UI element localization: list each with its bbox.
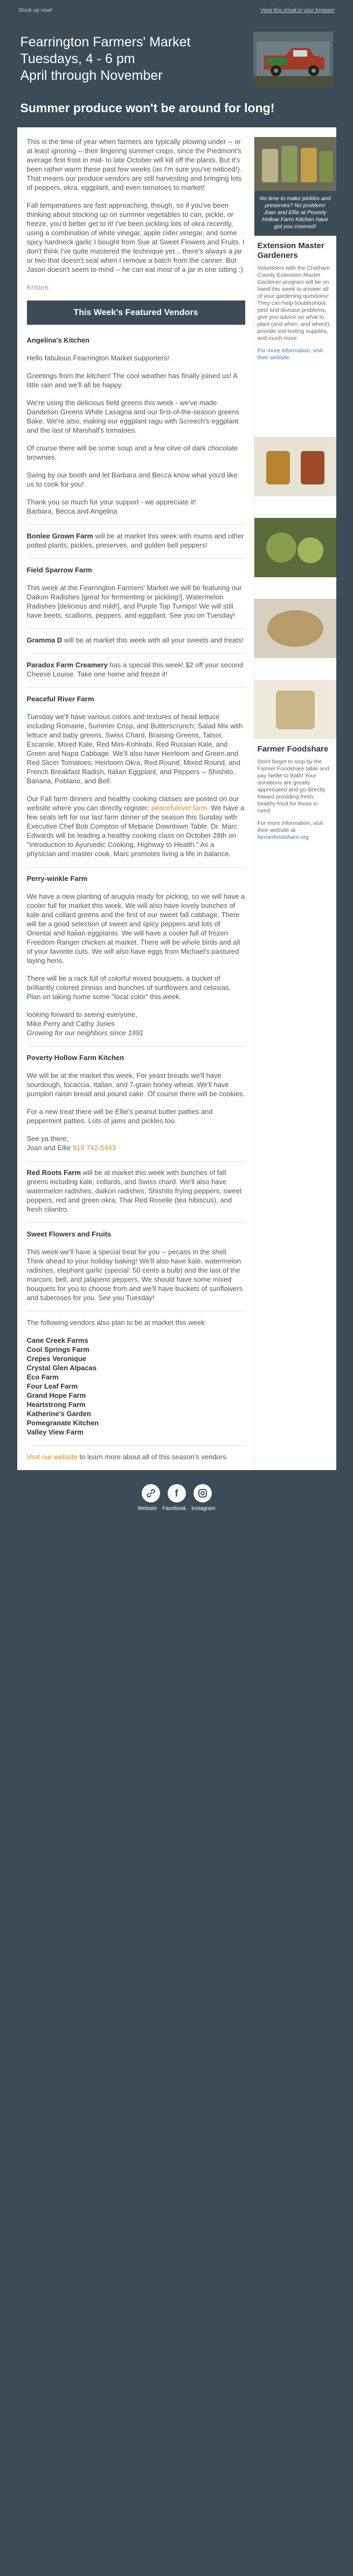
vendor-paragraph: Greetings from the kitchen! The cool weather has finally joined us! A little rain and we'll all be happy. <box>26 372 238 389</box>
vendor-paragraph <box>27 794 245 858</box>
vendor-text: . We have a few seats left for our last farm dinner of the season this Sunday with Executive Chef Bob Compton of Mebane Downtown Table. Dr. Marc Edwards will be leading a healthy cooking class on October 28th on "Introduction to Ayurvedic Cooking, Highway to Health." As a physician and master cook, Marc promotes living a life in balance. <box>26 804 245 858</box>
vendor-paragraph: We will be at the market this week. For yeast breads we'll have sourdough, focaccia, Italian, and 7-grain honey wheat. We'll have pumpkin raisin bread and pound cake. Of course there will be cookies. <box>26 1071 245 1098</box>
closing-paragraph <box>27 1452 245 1461</box>
title-line-2: Tuesdays, 4 - 6 pm <box>20 51 135 66</box>
main-column <box>17 127 254 1470</box>
email-body <box>17 17 336 1522</box>
vendor-paragraph <box>27 1010 245 1037</box>
vendor-name: Paradox Farm Creamery <box>26 661 108 669</box>
vendor-section <box>27 524 245 550</box>
list-item: Eco Farm <box>26 1373 59 1381</box>
preheader-text: Stock up now! <box>18 8 52 13</box>
view-in-browser-link[interactable]: View this email in your browser <box>260 8 335 13</box>
pickles-photo <box>254 137 336 191</box>
vendor-title: Angelina's Kitchen <box>26 336 89 344</box>
vendor-paragraph <box>27 636 245 645</box>
footer-link-website[interactable]: Website <box>137 1506 157 1512</box>
vendor-section <box>27 558 245 620</box>
facebook-icon[interactable]: f <box>168 1484 186 1502</box>
extension-title: Extension Master Gardeners <box>257 241 324 260</box>
vendor-text: Mike Perry and Cathy Jones <box>26 1020 115 1028</box>
social-icons <box>17 1484 336 1502</box>
list-item: Grand Hope Farm <box>26 1391 86 1399</box>
vendor-section <box>27 867 245 1037</box>
foodshare-text: Don't forget to stop by the Farmer Foodshare table and pay Nellie to Bath! Your donations are greatly appreciated and go directly toward providing fresh, healthy food for those in need. <box>257 759 329 814</box>
vendor-text: See ya there, <box>26 1135 68 1143</box>
vendor-paragraph: This week we'll have a special treat for you -- pecans in the shell. Think ahead to your holiday baking! We'll also have kale, watermelon radishes, elephant garlic (special: 50 cents a bulb) and the last of the marconi, bell, and jalapeno peppers. We should have some mixed bouquets for you to choose from and we'll have buckets of sunflowers and tuberoses for you. See you Tuesday! <box>26 1248 243 1302</box>
phone-link[interactable]: 919 742-5443 <box>72 1144 116 1152</box>
list-item: Four Leaf Farm <box>26 1382 78 1390</box>
vendor-name: Gramma D <box>26 636 63 644</box>
truck-logo-image <box>253 32 333 88</box>
footer-link-instagram[interactable]: Instagram <box>191 1506 216 1512</box>
list-item: Crystal Glen Alpacas <box>26 1364 97 1372</box>
header <box>17 17 336 91</box>
intro-paragraph: Fall temperatures are fast approaching, though, so if you've been thinking about stocking up on summer vegetables to can, pickle, or freeze, you'd better get to it! I've been pickling lots of okra recently, using a combination of white vinegar, apple cider vinegar, and some spicy hardneck garlic I bought from Sue at Sweet Flowers and Fruits. I don't think I've quite mastered the technique yet... there's always a jar or two that doesn't seal when I remove a batch from the canner. But Jason doesn't seem to mind -- he can eat most of a jar in one sitting :) <box>26 201 245 274</box>
vendor-paragraph: We're using the delicious field greens this week - we've made Dandelion Greens White Lasagna and our first-of-the-season greens Bake. We're also, making our eggplant ragu with Screech's eggplant and the last of Marshall's tomatoes. <box>26 399 240 434</box>
content-columns <box>17 127 336 1470</box>
vendor-section <box>27 1161 245 1214</box>
website-link-icon[interactable] <box>142 1484 160 1502</box>
vendor-paragraph <box>27 497 245 516</box>
vendor-text: looking forward to seeing everyone, <box>26 1010 137 1019</box>
vendor-section <box>27 628 245 645</box>
vendor-text: will be at market this week with all your sweets and treats! <box>62 636 244 644</box>
foodshare-more-text: For more information, visit their website at <box>257 820 323 833</box>
banner-headline: Summer produce won't be around for long! <box>17 91 336 127</box>
vendor-section <box>27 1222 245 1302</box>
pickles-promo-card: No time to make pickles and preserves? No problem! Joan and Ellie at Poverty Hollow Farm Kitchen have got you covered! <box>254 191 336 236</box>
extension-text: Volunteers with the Chatham County Extension Master Gardener program will be on hand this week to answer all of your gardening questions! They can help troubleshoot pest and disease problems, give you advice on what to plant (and when, and where), provide soil testing supplies, and much more. <box>257 265 331 341</box>
vendor-paragraph <box>27 660 245 679</box>
vendor-tagline: Growing for our neighbors since 1991 <box>26 1029 144 1037</box>
list-item: Katherine's Garden <box>26 1410 91 1418</box>
vendor-text: will be at market this week with bunches of fall greens including kale, collards, and Swiss chard. We'll also have watermelon radishes, daikon radishes, Shishito frying peppers, sweet peppers, red and green okra, Thai Red Roselle (tea hibiscus), and fresh cilantro. <box>26 1169 242 1213</box>
vendor-title: Poverty Hollow Farm Kitchen <box>26 1054 124 1062</box>
vendor-title: Field Sparrow Farm <box>26 566 92 574</box>
signature: Kristen <box>26 283 49 291</box>
extension-link[interactable]: For more information, visit their website. <box>257 347 323 361</box>
list-item: Cool Springs Farm <box>26 1345 89 1354</box>
vendor-paragraph: Swing by our booth and let Barbara and Becca know what you'd like us to cook for you! <box>26 471 238 488</box>
list-item: Crepes Veronique <box>26 1355 87 1363</box>
list-item: Valley View Farm <box>26 1428 84 1436</box>
list-item: Heartstrong Farm <box>26 1400 86 1409</box>
signoff-text: Barbara, Becca and Angelina <box>26 507 117 515</box>
instagram-icon[interactable] <box>193 1484 212 1502</box>
vendor-paragraph <box>27 1168 245 1214</box>
foodshare-title: Farmer Foodshare <box>257 744 329 754</box>
jars-photo <box>254 437 336 739</box>
vendor-title: Perry-winkle Farm <box>26 874 88 883</box>
vendor-section <box>27 687 245 858</box>
vendor-paragraph: Of course there will be some soup and a few olive oil dark chocolate brownies. <box>26 444 238 461</box>
list-item: Pomegranate Kitchen <box>26 1419 99 1427</box>
title-line-1: Fearrington Farmers' Market <box>20 35 191 50</box>
preheader <box>0 0 353 17</box>
also-planned-text: The following vendors also plan to be at market this week: <box>26 1318 207 1327</box>
foodshare-link[interactable]: farmerfoodshare.org <box>257 834 309 841</box>
vendor-title: Peaceful River Farm <box>26 695 94 703</box>
vendor-section <box>27 1046 245 1152</box>
vendor-list <box>27 1336 245 1437</box>
list-item: Cane Creek Farms <box>26 1336 88 1344</box>
vendor-title: Sweet Flowers and Fruits <box>26 1230 112 1238</box>
vendor-paragraph: We have a new planting of arugula ready for picking, so we will have a cooler full for market this week. We will also have lovely bunches of kale and collard greens and the first of our sweet fall cabbage. There will be a good selection of sweet and spicy peppers and lots of Oriental and Italian eggplants. We will have a cooler full of frozen Freedom Ranger chicken at market. There will be whole birds and all of your favorite cuts. We will also have eggs from Michael's pastured laying hens. <box>26 892 245 965</box>
vendor-section <box>27 1311 245 1437</box>
vendor-paragraph: There will be a rack full of colorful mixed bouquets, a bucket of brilliantly colored zinnias and bunches of sunflowers and celosias. Plan on taking home some "local color" this week. <box>26 974 231 1001</box>
vendor-paragraph: For a new treat there will be Ellie's peanut butter patties and peppermint patties. Lots of jams and pickles too. <box>26 1108 213 1125</box>
footer-link-facebook[interactable]: Facebook <box>162 1506 186 1512</box>
peaceful-river-link[interactable]: peacefulriver.farm <box>151 804 207 812</box>
title-line-3: April through November <box>20 68 163 83</box>
vendor-text: has a special this week! $2 off your second Cheese Louise. Take one home and freeze it! <box>26 661 244 678</box>
vendor-text: Our Fall farm dinners and healthy cooking classes are posted on our website where you can directly register: <box>26 795 239 812</box>
foodshare-more <box>258 820 333 841</box>
sidebar <box>254 127 336 1470</box>
vendor-paragraph: This week at the Fearrington Farmers' Market we will be featuring our Daikon Radishes [great for fermenting or pickling!], Watermelon Radishes [delicious and mild!], and Purple Top Turnips! We will still have beets, scallions, peppers, and eggplant. See you on Tuesday! <box>26 584 242 619</box>
vendor-name: Bonlee Grown Farm <box>26 532 94 540</box>
vendor-paragraph <box>27 1134 245 1152</box>
vendor-paragraph: Hello fabulous Fearrington Market supporters! <box>26 354 169 362</box>
vendor-paragraph <box>27 531 245 550</box>
vendor-section <box>27 653 245 679</box>
thanks-text: Thank you so much for your support - we appreciate it! <box>26 498 196 506</box>
featured-vendors-heading: This Week's Featured Vendors <box>27 300 245 325</box>
closing-section <box>27 1445 245 1461</box>
vendor-text: Joan and Ellie <box>26 1144 73 1152</box>
footer-links <box>17 1506 336 1512</box>
visit-website-link[interactable]: Visit our website <box>26 1453 78 1461</box>
vendor-name: Red Roots Farm <box>26 1169 81 1177</box>
vendor-text: will be at market this week with mums and other potted plants, pickles, preserves, and golden bell peppers! <box>26 532 244 549</box>
footer <box>17 1470 336 1522</box>
vendor-paragraph: Tuesday we'll have various colors and textures of head lettuce including Romaine, Summer Crisp, and Butterscrunch; Salad Mix with lettuce and baby greens, Swiss Chard, Braising Greens, Tatsoi, Escarole, Mixed Kale, Red Mini-Kohlrabi, Red Russian Kale, and Green and Napa Cabbage. We'll also have Heirloom and Green and Red Slicer Tomatoes, Heirloom Okra, Red Round, Mixed Round, and French Breakfast Radish, Italian Eggplant, and Peppers -- Shishito, Banana, Poblano, and Bell. <box>26 713 243 785</box>
intro-paragraph: This is the time of year when farmers are typically plowing under -- or at least ignoring -- their lingering summer crops, since the Piedmont's average first frost in mid- to late October will kill off the plants. But it's been rather warm these past few weeks (as I'm sure you've noticed!). That means our produce vendors are still harvesting and bringing lots of peppers, okra, eggplant, and even tomatoes to market! <box>26 138 242 192</box>
header-title <box>20 34 191 88</box>
closing-text: to learn more about all of this season's vendors. <box>77 1453 229 1461</box>
